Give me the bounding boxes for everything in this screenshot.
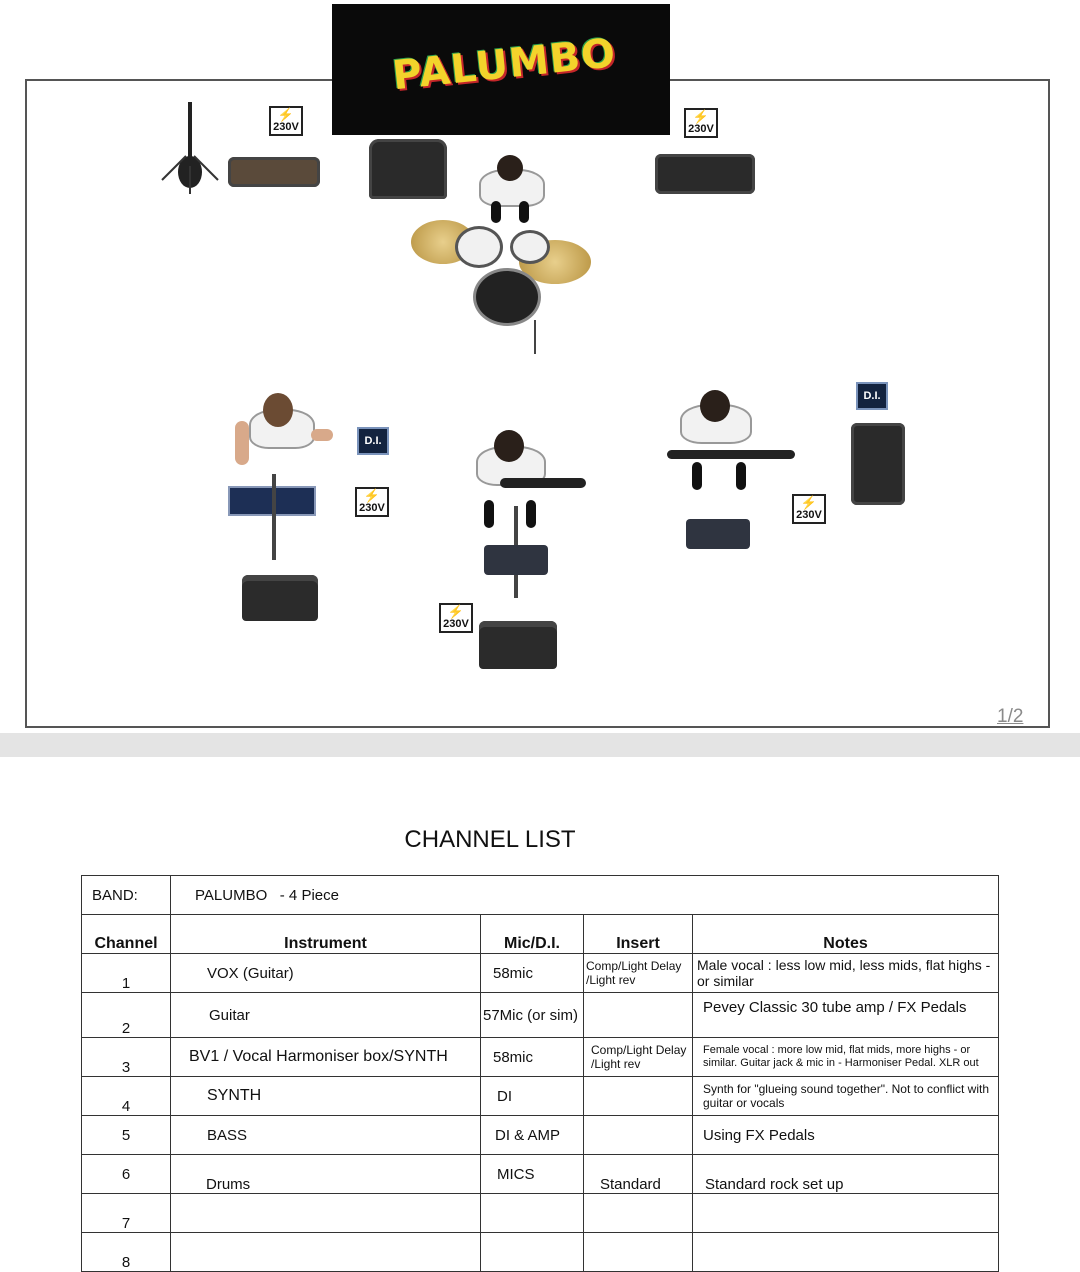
harmoniser-pedal-icon (484, 545, 548, 575)
instrument-cell: VOX (Guitar) (171, 954, 481, 993)
di-box-icon: D.I. (357, 427, 389, 455)
header-mic: Mic/D.I. (481, 915, 584, 954)
channel-number: 8 (82, 1233, 171, 1272)
insert-cell: Comp/Light Delay /Light rev (584, 954, 693, 993)
power-outlet-icon: ⚡ 230V (355, 487, 389, 517)
mic-cell: DI (481, 1077, 584, 1116)
channel-number: 3 (82, 1038, 171, 1077)
power-outlet-icon: ⚡ 230V (792, 494, 826, 524)
header-instrument: Instrument (171, 915, 481, 954)
drummer-icon (475, 155, 547, 225)
guitar-stand-icon (158, 102, 222, 194)
notes-cell (693, 1194, 999, 1233)
mic-cell (481, 1194, 584, 1233)
table-row (82, 954, 999, 993)
channel-number: 6 (82, 1155, 171, 1194)
header-channel: Channel (82, 915, 171, 954)
notes-cell: Using FX Pedals (693, 1116, 999, 1155)
band-name-cell (171, 876, 999, 915)
instrument-cell (171, 1233, 481, 1272)
table-row (82, 1077, 999, 1116)
notes-cell: Synth for "glueing sound together". Not to conflict with guitar or vocals (693, 1077, 999, 1116)
power-outlet-icon: ⚡ 230V (269, 106, 303, 136)
mic-cell: 57Mic (or sim) (481, 993, 584, 1038)
channel-number: 4 (82, 1077, 171, 1116)
insert-cell (584, 1077, 693, 1116)
header-insert: Insert (584, 915, 693, 954)
notes-cell (693, 1233, 999, 1272)
mic-stand-icon (272, 474, 276, 560)
keyboardist-icon (235, 393, 335, 473)
instrument-cell: BV1 / Vocal Harmoniser box/SYNTH (171, 1038, 481, 1077)
bassist-icon (674, 390, 758, 494)
mic-cell: MICS (481, 1155, 584, 1194)
channel-number: 1 (82, 954, 171, 993)
bass-amp-icon (655, 154, 755, 194)
insert-cell (584, 1116, 693, 1155)
band-name: PALUMBO (195, 886, 268, 904)
notes-cell: Pevey Classic 30 tube amp / FX Pedals (693, 993, 999, 1038)
mic-cell: 58mic (481, 954, 584, 993)
channel-number: 5 (82, 1116, 171, 1155)
electric-guitar-icon (500, 478, 586, 488)
di-box-icon: D.I. (856, 382, 888, 410)
page-number: 1/2 (997, 706, 1024, 727)
channel-list-title: CHANNEL LIST (404, 826, 576, 853)
band-row (82, 876, 999, 915)
header-row (82, 915, 999, 954)
band-logo (332, 4, 670, 135)
insert-cell (584, 1194, 693, 1233)
power-outlet-icon: ⚡ 230V (684, 108, 718, 138)
guitar-amp-icon (228, 157, 320, 187)
wedge-monitor-icon (242, 575, 318, 621)
instrument-cell: Drums (171, 1155, 481, 1194)
table-row (82, 1194, 999, 1233)
bass-guitar-icon (667, 450, 795, 459)
table-row (82, 993, 999, 1038)
instrument-cell (171, 1194, 481, 1233)
insert-cell: Standard (584, 1155, 693, 1194)
wedge-monitor-icon (479, 621, 557, 669)
insert-cell (584, 1233, 693, 1272)
table-row (82, 1233, 999, 1272)
band-size: - 4 Piece (279, 886, 339, 904)
power-outlet-icon: ⚡ 230V (439, 603, 473, 633)
fx-pedalboard-icon (686, 519, 750, 549)
table-row (82, 1155, 999, 1194)
notes-cell: Standard rock set up (693, 1155, 999, 1194)
mic-cell: DI & AMP (481, 1116, 584, 1155)
header-notes: Notes (693, 915, 999, 954)
notes-cell: Male vocal : less low mid, less mids, flat highs - or similar (693, 954, 999, 993)
notes-cell: Female vocal : more low mid, flat mids, more highs - or similar. Guitar jack & mic in - Harmoniser Pedal. XLR out (693, 1038, 999, 1077)
insert-cell: Comp/Light Delay /Light rev (584, 1038, 693, 1077)
table-row (82, 1038, 999, 1077)
band-label: BAND: (82, 876, 171, 915)
logo-text: PALUMBO (390, 30, 619, 100)
channel-table (81, 875, 999, 1272)
channel-number: 7 (82, 1194, 171, 1233)
mic-cell (481, 1233, 584, 1272)
page-divider (0, 733, 1080, 757)
speaker-icon (369, 139, 447, 199)
channel-number: 2 (82, 993, 171, 1038)
instrument-cell: BASS (171, 1116, 481, 1155)
bass-cabinet-icon (851, 423, 905, 505)
instrument-cell: Guitar (171, 993, 481, 1038)
mic-cell: 58mic (481, 1038, 584, 1077)
instrument-cell: SYNTH (171, 1077, 481, 1116)
insert-cell (584, 993, 693, 1038)
table-row (82, 1116, 999, 1155)
